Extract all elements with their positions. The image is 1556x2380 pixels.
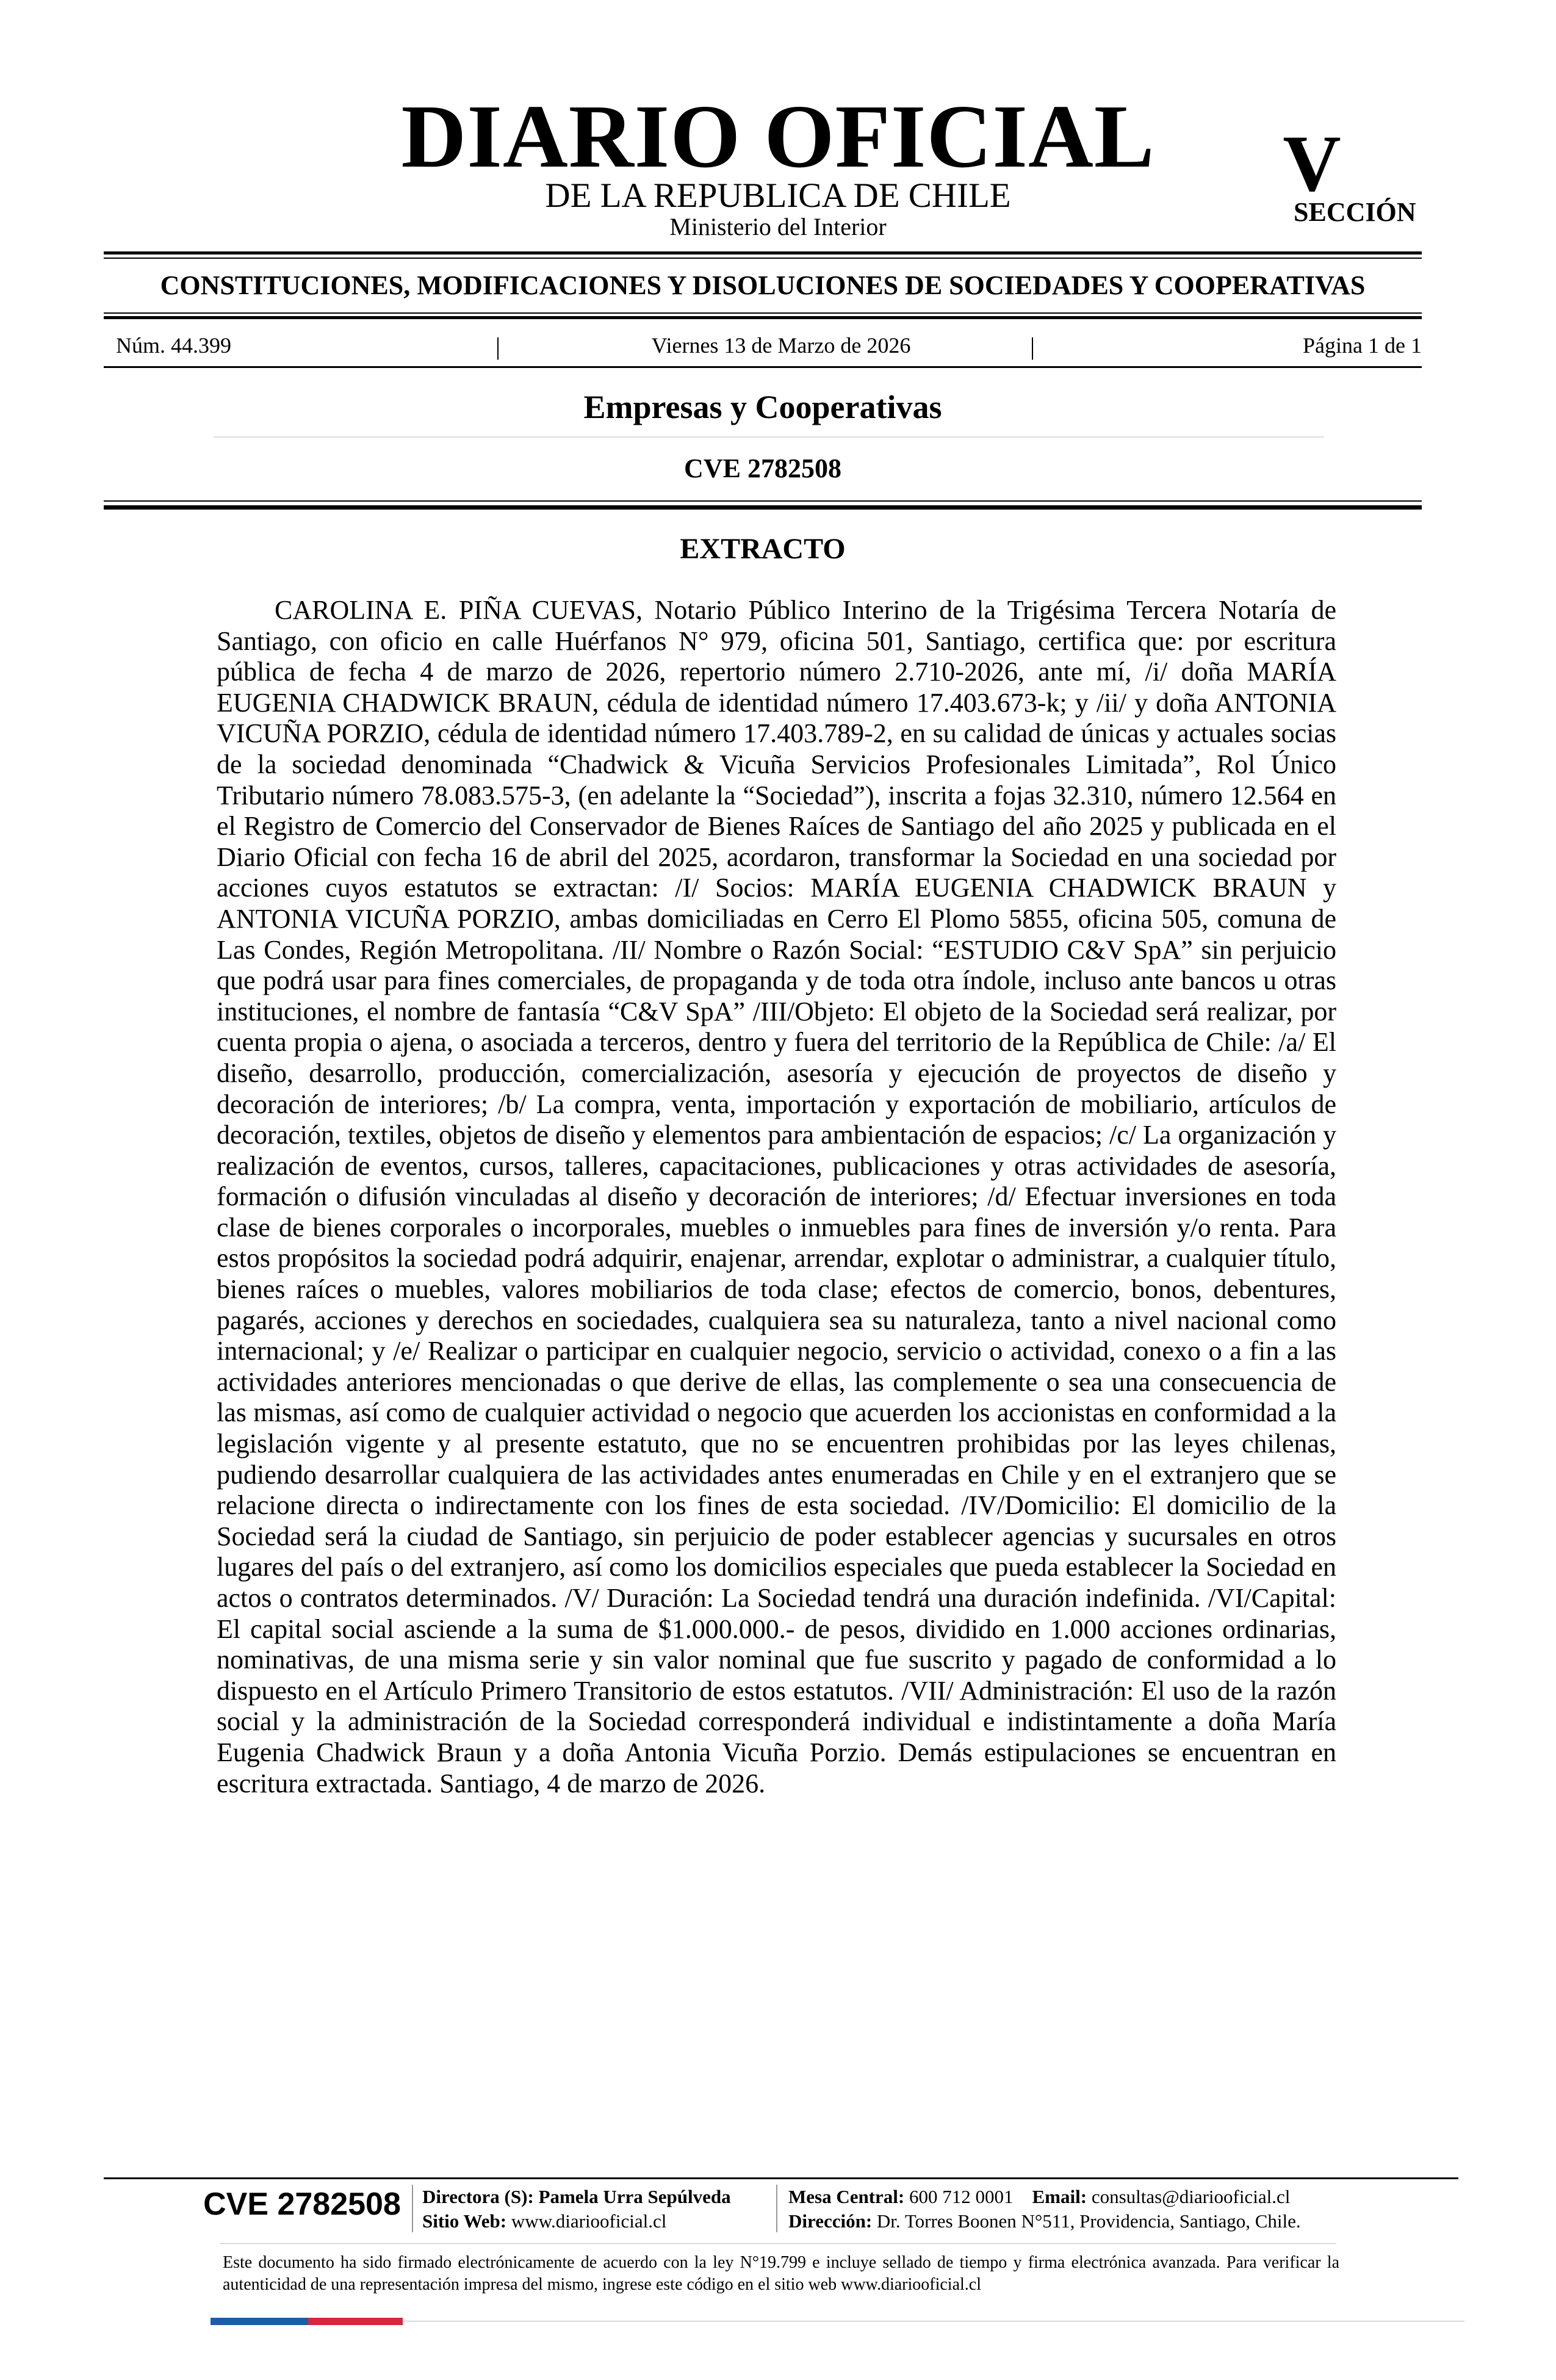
director-label: Directora (S): [422, 2186, 534, 2207]
section-label: SECCIÓN [1294, 197, 1416, 227]
footer-contact-block [788, 2185, 1374, 2234]
issue-number: Núm. 44.399 [116, 333, 231, 358]
footer-director-block [422, 2185, 764, 2234]
cve-rule-thick [104, 505, 1422, 510]
signature-notice: Este documento ha sido firmado electrónicamente de acuerdo con la ley N°19.799 e incluye sellado de tiempo y firma electrónica avanzada. Para verificar la autenticidad de una representación impresa del mismo, ingrese este código en el sitio web www.diariooficial.cl [223, 2253, 1339, 2294]
document-body: CAROLINA E. PIÑA CUEVAS, Notario Público Interino de la Trigésima Tercera Notaría de Santiago, con oficio en calle Huérfanos N° 979, oficina 501, Santiago, certifica que: por escritura pública de fecha 4 de marzo de 2026, repertorio número 2.710-2026, ante mí, /i/ doña MARÍA EUGENIA CHADWICK BRAUN, cédula de identidad número 17.403.673-k; y /ii/ y doña ANTONIA VICUÑA PORZIO, cédula de identidad número 17.403.789-2, en su calidad de únicas y actuales socias de la sociedad denominada “Chadwick & Vicuña Servicios Profesionales Limitada”, Rol Único Tributario número 78.083.575-3, (en adelante la “Sociedad”), inscrita a fojas 32.310, número 12.564 en el Registro de Comercio del Conservador de Bienes Raíces de Santiago del año 2025 y publicada en el Diario Oficial con fecha 16 de abril del 2025, acordaron, transformar la Sociedad en una sociedad por acciones cuyos estatutos se extractan: /I/ Socios: MARÍA EUGENIA CHADWICK BRAUN y ANTONIA VICUÑA PORZIO, ambas domiciliadas en Cerro El Plomo 5855, oficina 505, comuna de Las Condes, Región Metropolitana. /II/ Nombre o Razón Social: “ESTUDIO C&V SpA” sin perjuicio que podrá usar para fines comerciales, de propaganda y de toda otra índole, incluso ante bancos u otras instituciones, el nombre de fantasía “C&V SpA” /III/Objeto: El objeto de la Sociedad será realizar, por cuenta propia o ajena, o asociada a terceros, dentro y fuera del territorio de la República de Chile: /a/ El diseño, desarrollo, producción, comercialización, asesoría y ejecución de proyectos de diseño y decoración de interiores; /b/ La compra, venta, importación y exportación de mobiliario, artículos de decoración, textiles, objetos de diseño y elementos para ambientación de espacios; /c/ La organización y realización de eventos, cursos, talleres, capacitaciones, publicaciones y otras actividades de asesoría, formación o difusión vinculadas al diseño y decoración de interiores; /d/ Efectuar inversiones en toda clase de bienes corporales o incorporales, muebles o inmuebles para fines de inversión y/o renta. Para estos propósitos la sociedad podrá adquirir, enajenar, arrendar, explotar o administrar, a cualquier título, bienes raíces o muebles, valores mobiliarios de toda clase; efectos de comercio, bonos, debentures, pagarés, acciones y derechos en sociedades, cualquiera sea su naturaleza, tanto a nivel nacional como internacional; y /e/ Realizar o participar en cualquier negocio, servicio o actividad, conexo o a fin a las actividades anteriores mencionadas o que derive de ellas, las complemente o sea una consecuencia de las mismas, así como de cualquier actividad o negocio que acuerden los accionistas en conformidad a la legislación vigente y al presente estatuto, que no se encuentren prohibidas por las leyes chilenas, pudiendo desarrollar cualquiera de las actividades antes enumeradas en Chile y en el extranjero que se relacione directa o indirectamente con los fines de esta sociedad. /IV/Domicilio: El domicilio de la Sociedad será la ciudad de Santiago, sin perjuicio de poder establecer agencias y sucursales en otros lugares del país o del extranjero, así como los domicilios especiales que pueda establecer la Sociedad en actos o contratos determinados. /V/ Duración: La Sociedad tendrá una duración indefinida. /VI/Capital: El capital social asciende a la suma de $1.000.000.- de pesos, dividido en 1.000 acciones ordinarias, nominativas, de una misma serie y sin valor nominal que fue suscrito y pagado de conformidad a lo dispuesto en el Artículo Primero Transitorio de estos estatutos. /VII/ Administración: El uso de la razón social y la administración de la Sociedad corresponderá individual e indistintamente a doña María Eugenia Chadwick Braun y a doña Antonia Vicuña Porzio. Demás estipulaciones se encuentran en escritura extractada. Santiago, 4 de marzo de 2026. [217, 595, 1336, 1798]
issue-separator: | [1030, 333, 1036, 360]
email-link[interactable]: consultas@diariooficial.cl [1091, 2186, 1291, 2207]
footer-divider [776, 2185, 777, 2232]
document-heading: EXTRACTO [680, 533, 846, 565]
issue-date: Viernes 13 de Marzo de 2026 [651, 333, 911, 358]
address-value: Dr. Torres Boonen N°511, Providencia, Santiago, Chile. [876, 2210, 1301, 2232]
director-name: Pamela Urra Sepúlveda [538, 2186, 731, 2207]
footer-rule [104, 2177, 1458, 2179]
website-link[interactable]: www.diariooficial.cl [511, 2210, 667, 2232]
page-indicator: Página 1 de 1 [1303, 333, 1422, 358]
website-label: Sitio Web: [422, 2210, 507, 2232]
issue-separator: | [495, 333, 501, 360]
category-rule-bottom [104, 312, 1422, 314]
cve-rule-thin [104, 500, 1422, 502]
footer-cve-code: CVE 2782508 [203, 2187, 401, 2222]
issue-rule [104, 366, 1422, 368]
flag-stripe-red [308, 2318, 403, 2325]
ministry-label: Ministerio del Interior [669, 213, 887, 240]
category-heading: CONSTITUCIONES, MODIFICACIONES Y DISOLUCIONES DE SOCIEDADES Y COOPERATIVAS [160, 270, 1366, 300]
newspaper-subtitle: DE LA REPUBLICA DE CHILE [545, 176, 1011, 215]
category-rule-bottom-thick [104, 316, 1422, 319]
masthead-rule-top-thin [104, 258, 1422, 259]
phone-number: 600 712 0001 [909, 2186, 1014, 2207]
masthead-rule-top [104, 251, 1422, 254]
email-label: Email: [1032, 2186, 1087, 2207]
phone-label: Mesa Central: [788, 2186, 905, 2207]
footer-note-rule [220, 2243, 1336, 2244]
section-letter: V [1283, 118, 1341, 208]
flag-stripe-blue [211, 2318, 308, 2325]
section-divider [214, 436, 1324, 438]
address-label: Dirección: [788, 2210, 873, 2232]
cve-code: CVE 2782508 [684, 453, 841, 483]
section-title: Empresas y Cooperativas [583, 389, 942, 425]
footer-divider [412, 2185, 413, 2232]
newspaper-title: DIARIO OFICIAL [401, 87, 1155, 187]
